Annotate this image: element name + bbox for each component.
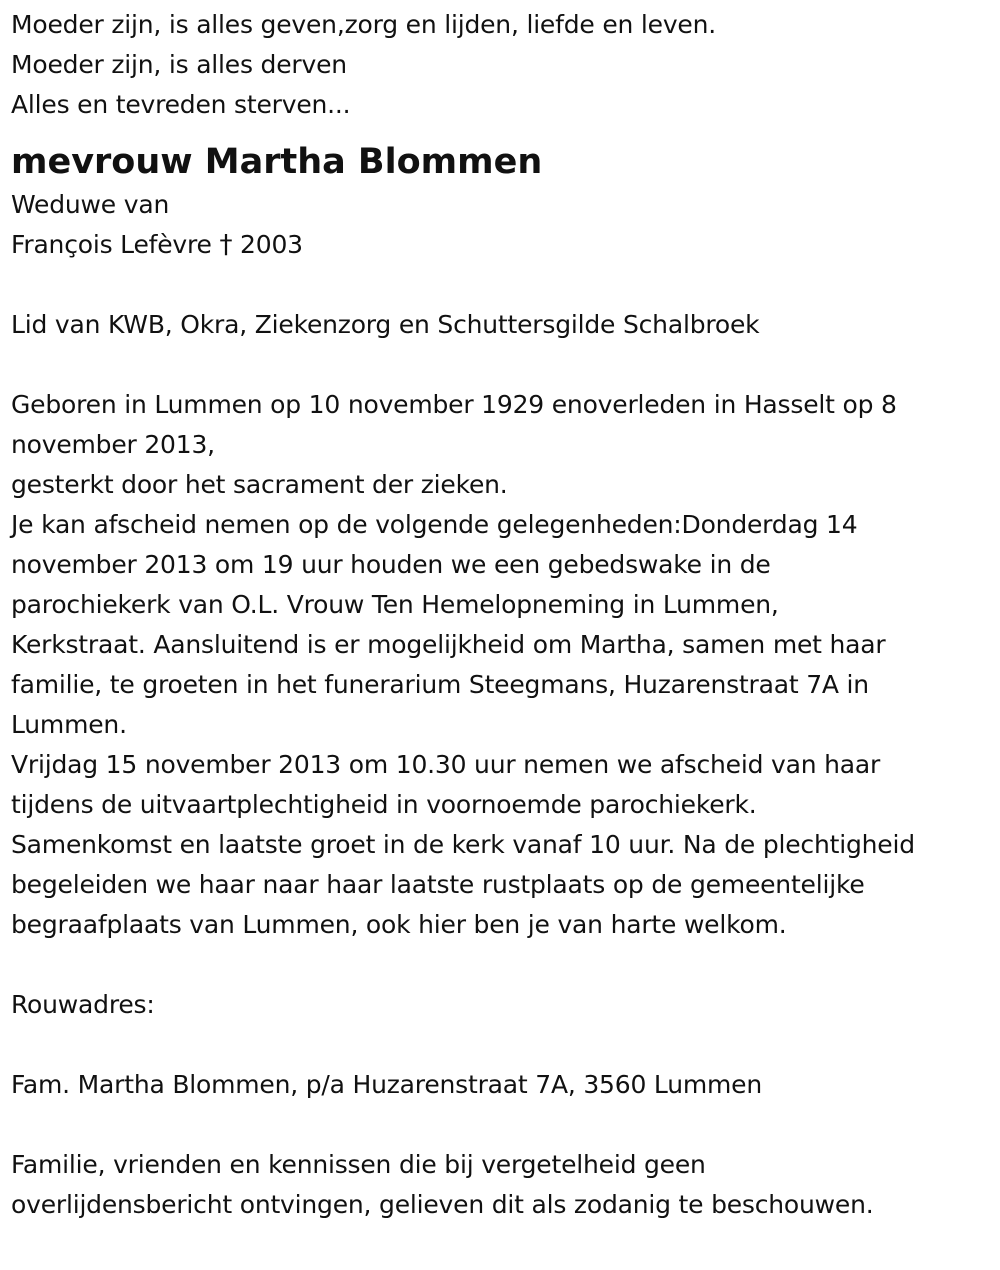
wake-line: november 2013 om 19 uur houden we een gebedswake in de [11, 550, 771, 579]
cross-icon: † [219, 230, 233, 260]
closing-line: overlijdensbericht ontvingen, gelieven dit als zodanig te beschouwen. [11, 1190, 874, 1219]
funeral-line: Samenkomst en laatste groet in de kerk vanaf 10 uur. Na de plechtigheid [11, 830, 915, 859]
address-label: Rouwadres: [11, 990, 155, 1019]
funeral-line: Vrijdag 15 november 2013 om 10.30 uur nemen we afscheid van haar [11, 750, 881, 779]
spouse-name: François Lefèvre [11, 230, 212, 259]
spouse-info [11, 185, 996, 265]
address-value: Fam. Martha Blommen, p/a Huzarenstraat 7A, 3560 Lummen [11, 1070, 762, 1099]
poem [11, 5, 996, 125]
poem-line: Moeder zijn, is alles geven,zorg en lijden, liefde en leven. [11, 10, 716, 39]
widow-label: Weduwe van [11, 190, 170, 219]
birth-death-line: november 2013, [11, 430, 215, 459]
birth-death-line: Geboren in Lummen op 10 november 1929 enoverleden in Hasselt op 8 [11, 390, 897, 419]
funeral-info [11, 745, 996, 945]
spacer [11, 345, 996, 385]
wake-info [11, 505, 996, 745]
spacer [11, 945, 996, 985]
funeral-line: begeleiden we haar naar haar laatste rustplaats op de gemeentelijke [11, 870, 865, 899]
wake-line: Kerkstraat. Aansluitend is er mogelijkheid om Martha, samen met haar [11, 630, 886, 659]
poem-line: Alles en tevreden sterven... [11, 90, 351, 119]
spouse-line [11, 225, 996, 265]
obituary-notice [11, 5, 996, 1225]
birth-death-info [11, 385, 996, 505]
birth-death-line: gesterkt door het sacrament der zieken. [11, 470, 508, 499]
wake-line: Lummen. [11, 710, 127, 739]
spacer [11, 1025, 996, 1065]
spacer [11, 1105, 996, 1145]
closing-note [11, 1145, 996, 1225]
poem-line: Moeder zijn, is alles derven [11, 50, 347, 79]
closing-line: Familie, vrienden en kennissen die bij vergetelheid geen [11, 1150, 706, 1179]
wake-line: parochiekerk van O.L. Vrouw Ten Hemelopneming in Lummen, [11, 590, 779, 619]
spacer [11, 265, 996, 305]
wake-line: familie, te groeten in het funerarium Steegmans, Huzarenstraat 7A in [11, 670, 869, 699]
funeral-line: begraafplaats van Lummen, ook hier ben je van harte welkom. [11, 910, 787, 939]
membership: Lid van KWB, Okra, Ziekenzorg en Schuttersgilde Schalbroek [11, 310, 760, 339]
spouse-death-year: 2003 [240, 230, 303, 259]
deceased-name: mevrouw Martha Blommen [11, 142, 543, 182]
wake-line: Je kan afscheid nemen op de volgende gelegenheden:Donderdag 14 [11, 510, 858, 539]
funeral-line: tijdens de uitvaartplechtigheid in voornoemde parochiekerk. [11, 790, 757, 819]
